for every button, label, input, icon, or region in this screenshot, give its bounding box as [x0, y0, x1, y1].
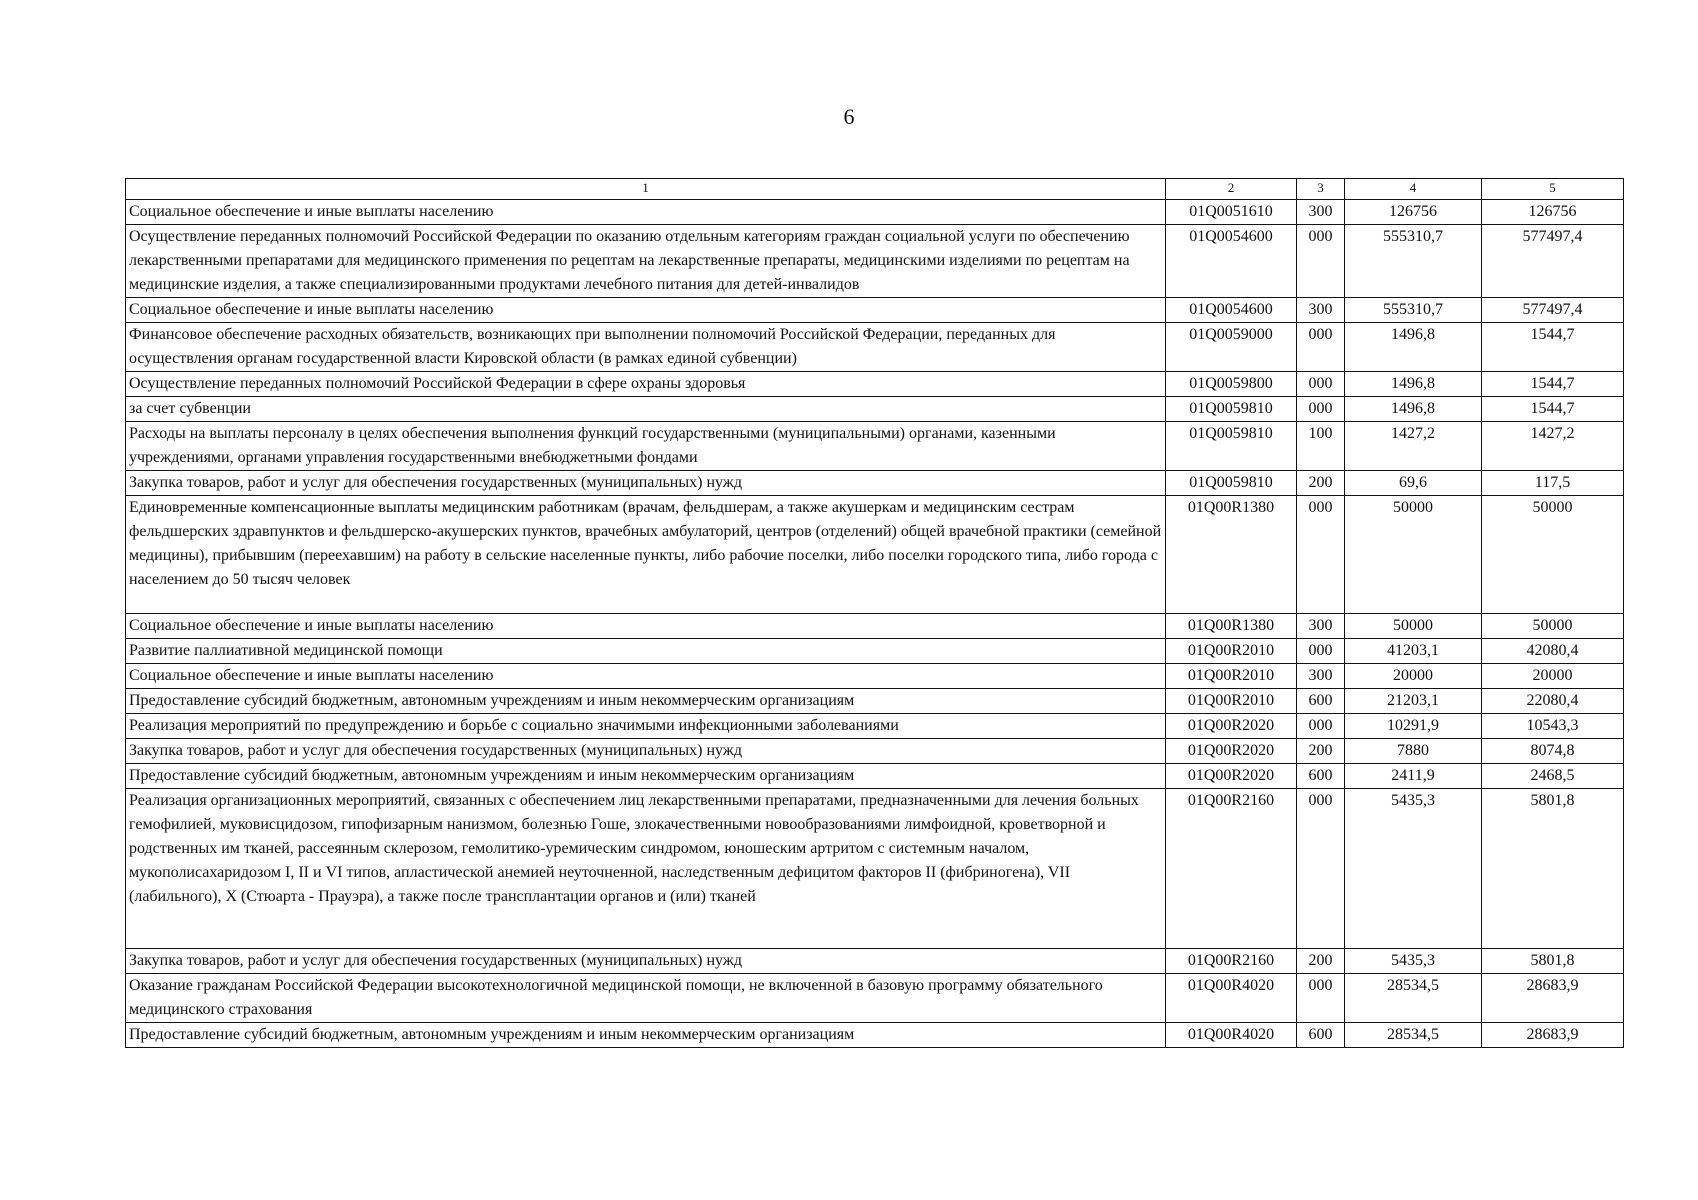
- row-name: Социальное обеспечение и иные выплаты населению: [126, 200, 1166, 225]
- row-value-col5: 1427,2: [1482, 422, 1624, 471]
- row-value-col4: 50000: [1345, 496, 1482, 614]
- row-value-col5: 577497,4: [1482, 298, 1624, 323]
- row-expense-type: 600: [1297, 689, 1345, 714]
- row-name: Социальное обеспечение и иные выплаты населению: [126, 614, 1166, 639]
- row-value-col5: 42080,4: [1482, 639, 1624, 664]
- header-col-5: 5: [1482, 179, 1624, 200]
- row-expense-type: 600: [1297, 764, 1345, 789]
- row-value-col4: 555310,7: [1345, 298, 1482, 323]
- row-name: Социальное обеспечение и иные выплаты населению: [126, 664, 1166, 689]
- row-value-col5: 1544,7: [1482, 372, 1624, 397]
- row-expense-type: 000: [1297, 323, 1345, 372]
- row-expense-type: 100: [1297, 422, 1345, 471]
- table-row: [126, 298, 1624, 323]
- row-value-col4: 28534,5: [1345, 974, 1482, 1023]
- row-name: Финансовое обеспечение расходных обязательств, возникающих при выполнении полномочий Российской Федерации, переданных для осуществления органам государственной власти Кировской области (в рамках единой субвенции): [126, 323, 1166, 372]
- row-name: Реализация мероприятий по предупреждению и борьбе с социально значимыми инфекционными заболеваниями: [126, 714, 1166, 739]
- table-row: [126, 764, 1624, 789]
- row-expense-type: 600: [1297, 1023, 1345, 1048]
- row-expense-type: 000: [1297, 372, 1345, 397]
- row-expense-type: 000: [1297, 789, 1345, 949]
- header-col-3: 3: [1297, 179, 1345, 200]
- row-code: 01Q0054600: [1166, 298, 1297, 323]
- page-number: 6: [843, 104, 855, 129]
- table-row: [126, 614, 1624, 639]
- row-code: 01Q00R2020: [1166, 739, 1297, 764]
- row-code: 01Q00R2010: [1166, 664, 1297, 689]
- table-row: [126, 689, 1624, 714]
- row-name: Закупка товаров, работ и услуг для обеспечения государственных (муниципальных) нужд: [126, 949, 1166, 974]
- row-value-col5: 2468,5: [1482, 764, 1624, 789]
- row-value-col5: 126756: [1482, 200, 1624, 225]
- row-expense-type: 000: [1297, 639, 1345, 664]
- row-code: 01Q00R1380: [1166, 496, 1297, 614]
- budget-table: [125, 178, 1624, 1048]
- table-row: [126, 225, 1624, 298]
- row-value-col4: 21203,1: [1345, 689, 1482, 714]
- row-value-col5: 577497,4: [1482, 225, 1624, 298]
- row-name: Социальное обеспечение и иные выплаты населению: [126, 298, 1166, 323]
- row-value-col5: 5801,8: [1482, 949, 1624, 974]
- row-code: 01Q00R2160: [1166, 789, 1297, 949]
- row-code: 01Q0054600: [1166, 225, 1297, 298]
- row-value-col4: 5435,3: [1345, 949, 1482, 974]
- row-value-col4: 2411,9: [1345, 764, 1482, 789]
- table-row: [126, 422, 1624, 471]
- row-name: Предоставление субсидий бюджетным, автономным учреждениям и иным некоммерческим организациям: [126, 1023, 1166, 1048]
- row-expense-type: 000: [1297, 974, 1345, 1023]
- row-value-col5: 50000: [1482, 614, 1624, 639]
- row-code: 01Q0051610: [1166, 200, 1297, 225]
- row-value-col5: 20000: [1482, 664, 1624, 689]
- row-name: Оказание гражданам Российской Федерации высокотехнологичной медицинской помощи, не включенной в базовую программу обязательного медицинского страхования: [126, 974, 1166, 1023]
- table-row: [126, 789, 1624, 949]
- row-name: за счет субвенции: [126, 397, 1166, 422]
- row-code: 01Q00R2010: [1166, 639, 1297, 664]
- table-body: [126, 200, 1624, 1048]
- row-value-col4: 5435,3: [1345, 789, 1482, 949]
- row-value-col5: 10543,3: [1482, 714, 1624, 739]
- row-name: Осуществление переданных полномочий Российской Федерации по оказанию отдельным категориям граждан социальной услуги по обеспечению лекарственными препаратами для медицинского применения по рецептам на лекарственные препараты, медицинскими изделиями по рецептам на медицинские изделия, а также специализированными продуктами лечебного питания для детей-инвалидов: [126, 225, 1166, 298]
- row-code: 01Q00R2020: [1166, 764, 1297, 789]
- row-name: Закупка товаров, работ и услуг для обеспечения государственных (муниципальных) нужд: [126, 739, 1166, 764]
- table-row: [126, 323, 1624, 372]
- row-name: Предоставление субсидий бюджетным, автономным учреждениям и иным некоммерческим организациям: [126, 764, 1166, 789]
- header-col-4: 4: [1345, 179, 1482, 200]
- table-row: [126, 949, 1624, 974]
- row-expense-type: 000: [1297, 496, 1345, 614]
- header-row: [126, 179, 1624, 200]
- row-value-col5: 1544,7: [1482, 323, 1624, 372]
- row-value-col4: 28534,5: [1345, 1023, 1482, 1048]
- row-code: 01Q0059810: [1166, 422, 1297, 471]
- row-code: 01Q00R1380: [1166, 614, 1297, 639]
- row-value-col5: 28683,9: [1482, 974, 1624, 1023]
- row-value-col4: 50000: [1345, 614, 1482, 639]
- table-row: [126, 664, 1624, 689]
- row-expense-type: 300: [1297, 614, 1345, 639]
- row-name: Расходы на выплаты персоналу в целях обеспечения выполнения функций государственными (муниципальными) органами, казенными учреждениями, органами управления государственными внебюджетными фондами: [126, 422, 1166, 471]
- table-row: [126, 714, 1624, 739]
- row-expense-type: 200: [1297, 471, 1345, 496]
- row-code: 01Q00R4020: [1166, 1023, 1297, 1048]
- row-name: Осуществление переданных полномочий Российской Федерации в сфере охраны здоровья: [126, 372, 1166, 397]
- row-code: 01Q00R2010: [1166, 689, 1297, 714]
- row-expense-type: 000: [1297, 225, 1345, 298]
- table-row: [126, 200, 1624, 225]
- table-row: [126, 372, 1624, 397]
- row-name: Реализация организационных мероприятий, связанных с обеспечением лиц лекарственными препаратами, предназначенными для лечения больных гемофилией, муковисцидозом, гипофизарным нанизмом, болезнью Гоше, злокачественными новообразованиями лимфоидной, кроветворной и родственных им тканей, рассеянным склерозом, гемолитико-уремическим синдромом, юношеским артритом с системным началом, мукополисахаридозом I, II и VI типов, апластической анемией неуточненной, наследственным дефицитом факторов II (фибриногена), VII (лабильного), X (Стюарта - Прауэра), а также после трансплантации органов и (или) тканей: [126, 789, 1166, 949]
- row-value-col5: 1544,7: [1482, 397, 1624, 422]
- row-value-col4: 555310,7: [1345, 225, 1482, 298]
- row-value-col4: 20000: [1345, 664, 1482, 689]
- row-value-col4: 7880: [1345, 739, 1482, 764]
- table-row: [126, 496, 1624, 614]
- row-name: Закупка товаров, работ и услуг для обеспечения государственных (муниципальных) нужд: [126, 471, 1166, 496]
- row-code: 01Q0059810: [1166, 397, 1297, 422]
- row-value-col4: 126756: [1345, 200, 1482, 225]
- row-expense-type: 300: [1297, 298, 1345, 323]
- row-value-col5: 5801,8: [1482, 789, 1624, 949]
- row-code: 01Q00R2020: [1166, 714, 1297, 739]
- row-value-col4: 1427,2: [1345, 422, 1482, 471]
- table-row: [126, 974, 1624, 1023]
- row-code: 01Q0059810: [1166, 471, 1297, 496]
- row-value-col4: 69,6: [1345, 471, 1482, 496]
- table-row: [126, 471, 1624, 496]
- row-value-col4: 41203,1: [1345, 639, 1482, 664]
- row-code: 01Q00R4020: [1166, 974, 1297, 1023]
- row-name: Единовременные компенсационные выплаты медицинским работникам (врачам, фельдшерам, а также акушеркам и медицинским сестрам фельдшерских здравпунктов и фельдшерско-акушерских пунктов, врачебных амбулаторий, центров (отделений) общей врачебной практики (семейной медицины), прибывшим (переехавшим) на работу в сельские населенные пункты, либо рабочие поселки, либо поселки городского типа, либо города с населением до 50 тысяч человек: [126, 496, 1166, 614]
- table-row: [126, 739, 1624, 764]
- row-value-col4: 1496,8: [1345, 397, 1482, 422]
- row-expense-type: 300: [1297, 200, 1345, 225]
- row-value-col4: 1496,8: [1345, 323, 1482, 372]
- header-col-2: 2: [1166, 179, 1297, 200]
- row-expense-type: 300: [1297, 664, 1345, 689]
- row-value-col4: 10291,9: [1345, 714, 1482, 739]
- row-value-col5: 22080,4: [1482, 689, 1624, 714]
- row-code: 01Q00R2160: [1166, 949, 1297, 974]
- row-code: 01Q0059800: [1166, 372, 1297, 397]
- row-name: Развитие паллиативной медицинской помощи: [126, 639, 1166, 664]
- row-value-col5: 50000: [1482, 496, 1624, 614]
- table-row: [126, 397, 1624, 422]
- row-value-col5: 8074,8: [1482, 739, 1624, 764]
- row-value-col4: 1496,8: [1345, 372, 1482, 397]
- row-code: 01Q0059000: [1166, 323, 1297, 372]
- table-row: [126, 1023, 1624, 1048]
- row-expense-type: 000: [1297, 397, 1345, 422]
- row-expense-type: 200: [1297, 949, 1345, 974]
- row-name: Предоставление субсидий бюджетным, автономным учреждениям и иным некоммерческим организациям: [126, 689, 1166, 714]
- header-col-1: 1: [126, 179, 1166, 200]
- row-value-col5: 117,5: [1482, 471, 1624, 496]
- row-expense-type: 200: [1297, 739, 1345, 764]
- row-expense-type: 000: [1297, 714, 1345, 739]
- row-value-col5: 28683,9: [1482, 1023, 1624, 1048]
- table-row: [126, 639, 1624, 664]
